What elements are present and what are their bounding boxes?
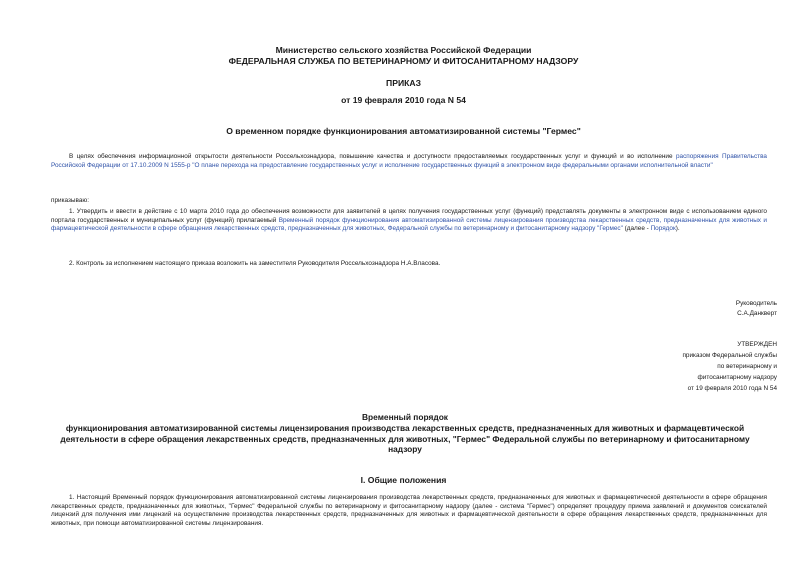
ministry-name: Министерство сельского хозяйства Российской Федерации: [275, 45, 532, 55]
order-item-1: [51, 208, 767, 234]
document-type: ПРИКАЗ: [386, 78, 421, 88]
item1-text-a: 1. Утвердить и ввести в действие с 10 марта 2010 года до обеспечения возможности для заявителей в целях получения государственных услуг (функций) представлять документы в электронном виде с использованием единого портала государственных и муниципальных услуг (функций) прилагаемый: [51, 208, 767, 224]
signature-position: Руководитель: [735, 300, 777, 307]
signature-name: С.А.Данкверт: [737, 310, 777, 317]
approval-line-1: приказом Федеральной службы: [682, 352, 777, 359]
document-date: от 19 февраля 2010 года N 54: [341, 95, 466, 105]
procedure-short-link[interactable]: Порядок: [650, 225, 676, 233]
preamble-text: В целях обеспечения информационной открытости деятельности Россельхознадзора, повышение качества и доступности предоставляемых государственных услуг и функций и во исполнение: [69, 153, 676, 160]
approval-line-2: по ветеринарному и: [717, 363, 777, 370]
order-word: приказываю:: [51, 197, 89, 204]
preamble-paragraph: [51, 153, 767, 170]
approval-heading: УТВЕРЖДЕН: [737, 341, 777, 348]
procedure-link[interactable]: Временный порядок функционирования автоматизированной системы лицензирования производства лекарственных средств, предназначенных для животных и фармацевтической деятельности в сфере обращения лекарственных средств, предназначенных для животных, Федеральной службы по ветеринарному и фитосанитарному надзору "Гермес": [51, 216, 767, 233]
approval-line-3: фитосанитарному надзору: [697, 374, 777, 381]
government-order-link[interactable]: распоряжения Правительства Российской Федерации от 17.10.2009 N 1555-р "О плане перехода на предоставление государственных услуг и исполнение государственных функций в электронном виде федеральными органами исполнительной власти": [51, 153, 767, 169]
document-subject: О временном порядке функционирования автоматизированной системы "Гермес": [226, 126, 581, 136]
service-name: ФЕДЕРАЛЬНАЯ СЛУЖБА ПО ВЕТЕРИНАРНОМУ И ФИТОСАНИТАРНОМУ НАДЗОРУ: [228, 56, 579, 66]
procedure-subtitle: функционирования автоматизированной системы лицензирования производства лекарственных средств, предназначенных для животных и фармацевтической деятельности в сфере обращения лекарственных средств, предназначенных для животных, "Гермес" Федеральной службы по ветеринарному и фитосанитарному надзору: [60, 423, 750, 455]
procedure-title: Временный порядок: [362, 412, 448, 422]
section-paragraph-1: 1. Настоящий Временный порядок функционирования автоматизированной системы лицензирования производства лекарственных средств, предназначенных для животных и фармацевтической деятельности в сфере обращения лекарственных средств, предназначенных для животных, "Гермес" Федеральной службы по ветеринарному и фитосанитарному надзору (далее - система "Гермес") определяет процедуру приема заявлений и документов соискателей лицензий для получения ими лицензий на осуществление производства лекарственных средств, предназначенных для животных и фармацевтической деятельности в сфере обращения лекарственных средств, предназначенных для животных, при помощи автоматизированной системы лицензирования.: [51, 494, 767, 527]
item1-text-b: (далее -: [622, 225, 651, 233]
section-heading: I. Общие положения: [360, 475, 447, 485]
order-item-2: 2. Контроль за исполнением настоящего приказа возложить на заместителя Руководителя Россельхознадзора Н.А.Власова.: [69, 260, 441, 267]
approval-line-4: от 19 февраля 2010 года N 54: [687, 385, 777, 392]
item1-text-c: ).: [675, 225, 680, 233]
